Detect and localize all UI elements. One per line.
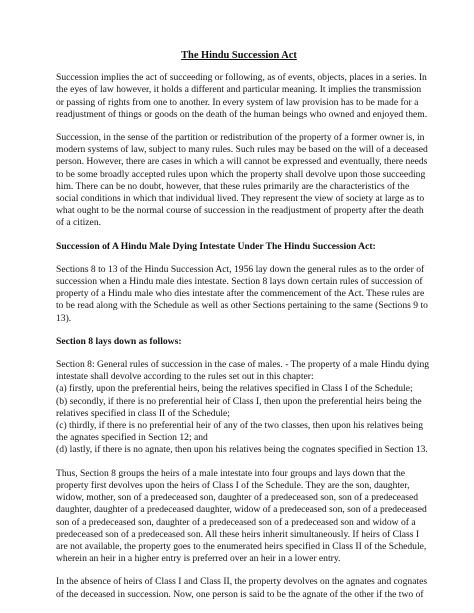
text-line: 13). bbox=[56, 312, 72, 324]
text-line: Thus, Section 8 groups the heirs of a male intestate into four groups and lays down that the bbox=[56, 467, 406, 479]
text-line: (a) firstly, upon the preferential heirs, being the relatives specified in Class I of the Schedule; bbox=[56, 383, 413, 395]
text-line: social conditions in which that individual lived. They represent the view of society at large as to bbox=[56, 193, 425, 205]
text-line: the eyes of law however, it holds a different and particular meaning. It implies the transmission bbox=[56, 84, 422, 96]
text-line: widow, mother, son of a predeceased son, daughter of a predeceased son, son of a predeceased bbox=[56, 492, 419, 504]
text-line: what ought to be the normal course of succession in the readjustment of property after the death bbox=[56, 205, 424, 217]
text-line: are not available, the property goes to the enumerated heirs specified in Class II of the Schedule, bbox=[56, 540, 427, 552]
text-line: intestate shall devolve according to the rules set out in this chapter: bbox=[56, 371, 314, 383]
text-line: or passing of rights from one to another. In every system of law provision has to be made for a bbox=[56, 96, 419, 108]
text-line: him. There can be no doubt, however, that these rules primarily are the characteristics of the bbox=[56, 180, 410, 192]
text-line: the agnates specified in Section 12; and bbox=[56, 432, 208, 444]
text-line: of the deceased in succession. Now, one person is said to be the agnate of the other if the two of bbox=[56, 588, 424, 600]
text-line: Succession implies the act of succeeding or following, as of events, objects, places in a series. In bbox=[56, 72, 427, 84]
paragraph-class-heirs bbox=[56, 467, 427, 566]
paragraph-succession-definition bbox=[56, 72, 428, 121]
text-line: Section 8: General rules of succession in the case of males. - The property of a male Hindu dying bbox=[56, 359, 430, 371]
section-heading-section-8: Section 8 lays down as follows: bbox=[56, 335, 182, 347]
text-line: Sections 8 to 13 of the Hindu Succession Act, 1956 lay down the general rules as to the order of bbox=[56, 263, 425, 275]
text-line: son of a predeceased son, daughter of a predeceased son of a predeceased son and widow of a bbox=[56, 516, 416, 528]
text-line: to be some broadly accepted rules upon which the property shall devolve upon those succeeding bbox=[56, 168, 426, 180]
text-line: of a citizen. bbox=[56, 217, 102, 229]
text-line: In the absence of heirs of Class I and Class II, the property devolves on the agnates and cognates bbox=[56, 576, 428, 588]
text-line: succession when a Hindu male dies intestate. Section 8 lays down certain rules of succession of bbox=[56, 276, 423, 288]
text-line: (b) secondly, if there is no preferential heir of Class I, then upon the preferential heirs being the bbox=[56, 395, 422, 407]
text-line: relatives specified in class II of the Schedule; bbox=[56, 407, 230, 419]
paragraph-agnates-cognates bbox=[56, 576, 428, 600]
text-line: to be read along with the Schedule as well as other Sections pertaining to the same (Sections 9 to bbox=[56, 300, 428, 312]
text-line: person. However, there are cases in which a will cannot be expressed and eventually, there needs bbox=[56, 156, 428, 168]
paragraph-sections-8-13 bbox=[56, 263, 428, 325]
text-line: wherein an heir in a higher entry is preferred over an heir in a lower entry. bbox=[56, 553, 341, 565]
paragraph-succession-rules bbox=[56, 132, 428, 230]
text-line: property first devolves upon the heirs of Class I of the Schedule. They are the son, daughter, bbox=[56, 479, 410, 491]
text-line: modern systems of law, subject to many rules. Such rules may be based on the will of a deceased bbox=[56, 144, 428, 156]
text-line: (c) thirdly, if there is no preferential heir of any of the two classes, then upon his relatives being bbox=[56, 420, 424, 432]
text-line: (d) lastly, if there is no agnate, then upon his relatives being the cognates specified in Section 13. bbox=[56, 444, 428, 456]
text-line: readjustment of things or goods on the death of the human beings who owned and enjoyed them. bbox=[56, 108, 428, 120]
text-line: property of a Hindu male who dies intestate after the commencement of the Act. These rules are bbox=[56, 288, 425, 300]
section-heading-intestate: Succession of A Hindu Male Dying Intestate Under The Hindu Succession Act: bbox=[56, 240, 376, 252]
document-title: The Hindu Succession Act bbox=[181, 50, 297, 61]
text-line: Succession, in the sense of the partition or redistribution of the property of a former owner is, in bbox=[56, 132, 425, 144]
text-line: daughter, daughter of a predeceased daughter, widow of a predeceased son, son of a predeceased bbox=[56, 504, 427, 516]
text-line: predeceased son of a predeceased son. All these heirs inherit simultaneously. If heirs of Class I bbox=[56, 528, 420, 540]
paragraph-section-8-text bbox=[56, 359, 430, 457]
